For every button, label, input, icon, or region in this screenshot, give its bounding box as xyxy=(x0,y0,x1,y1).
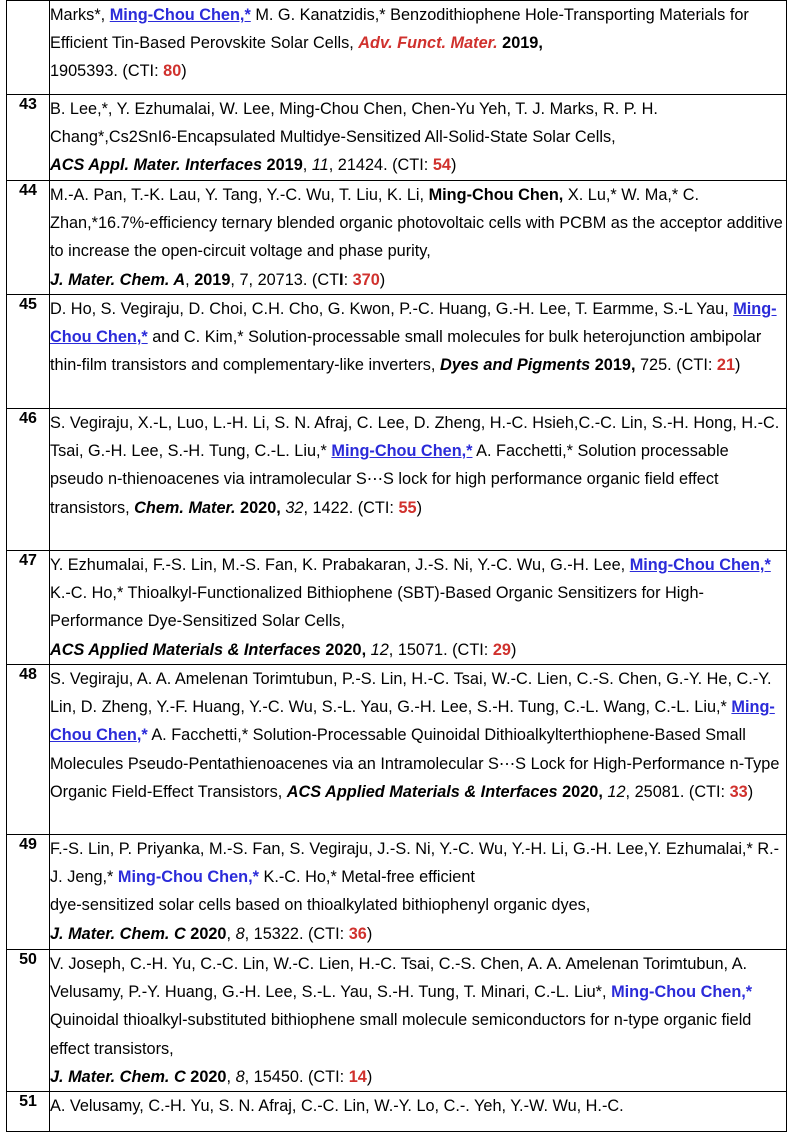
journal-name: Chem. Mater. xyxy=(134,498,236,517)
publication-citation xyxy=(50,835,787,950)
journal-name: ACS Applied Materials & Interfaces xyxy=(50,640,321,659)
citation-text: A. Facchetti,* Solution-Processable Quinoidal Dithioalkylterthiophene-Based Small Molecules Pseudo-Pentathienoacenes via an Intramolecular S⋯S Lock for High-Performance n-Type Organic Field-Effect Transistors, xyxy=(50,726,784,801)
citation-text: 2020, xyxy=(325,640,367,659)
citation-text: , 1422. (CTI: xyxy=(303,498,399,517)
citation-text: 32 xyxy=(285,498,304,517)
citation-text: S. Vegiraju, X.-L, Luo, L.-H. Li, S. N. Afraj, C. Lee, D. Zheng, H.-C. Hsieh,C.-C. Lin, S.-H. Hong, H.-C. Tsai, G.-H. Lee, S.-H. Tung, C.-L. Liu,* xyxy=(50,414,784,461)
cti-value: 33 xyxy=(729,782,748,801)
journal-name: ACS Appl. Mater. Interfaces xyxy=(50,156,263,175)
publication-row xyxy=(7,835,787,950)
publication-row xyxy=(7,551,787,665)
citation-text: ) xyxy=(416,498,422,517)
citation-text: , 21424. (CTI: xyxy=(328,156,433,175)
publication-citation xyxy=(50,95,787,181)
citation-text: 2020 xyxy=(190,924,227,943)
journal-name: Dyes and Pigments xyxy=(439,356,591,375)
citation-text: M. G. Kanatzidis,* Benzodithiophene Hole-Transporting Materials for Efficient Tin-Based Perovskite Solar Cells, xyxy=(50,6,754,53)
publication-citation xyxy=(50,950,787,1092)
cti-value: 14 xyxy=(348,1067,367,1086)
citation-text: I xyxy=(339,270,344,289)
publication-row xyxy=(7,950,787,1092)
cti-value: 21 xyxy=(716,356,736,375)
publication-row xyxy=(7,1092,787,1132)
author-highlight: Ming-Chou Chen,* xyxy=(109,6,251,24)
citation-text: M.-A. Pan, T.-K. Lau, Y. Tang, Y.-C. Wu, T. Liu, K. Li, xyxy=(50,186,429,204)
citation-text: Ming-Chou Chen, xyxy=(428,186,564,204)
publication-citation xyxy=(50,665,787,835)
publication-row xyxy=(7,409,787,551)
citation-text: 8 xyxy=(235,924,245,943)
publication-number: 51 xyxy=(7,1092,50,1132)
journal-name: ACS Applied Materials & Interfaces xyxy=(286,782,558,801)
publication-table-body xyxy=(7,1,787,1132)
publication-number: 48 xyxy=(7,665,50,835)
publication-number: 49 xyxy=(7,835,50,950)
citation-text: S. Vegiraju, A. A. Amelenan Torimtubun, P.-S. Lin, H.-C. Tsai, W.-C. Lien, C.-S. Chen, G.-Y. He, C.-Y. Lin, D. Zheng, Y.-F. Huang, Y.-C. Wu, S.-L. Yau, G.-H. Lee, S.-H. Tung, C.-L. Wang, C.-L. Liu,* xyxy=(50,670,777,717)
citation-text: B. Lee,*, Y. Ezhumalai, W. Lee, Ming-Chou Chen, Chen-Yu Yeh, T. J. Marks, R. P. H. Chang*,Cs2SnI6-Encapsulated Multidye-Sensitized All-Solid-State Solar Cells, xyxy=(50,100,658,147)
publication-row xyxy=(7,665,787,835)
citation-text: Quinoidal thioalkyl-substituted bithiophene small molecule semiconductors for n-type organic field effect transistors, xyxy=(50,1011,752,1058)
author-highlight: Ming-Chou Chen xyxy=(50,698,775,745)
citation-text: , 15071. (CTI: xyxy=(388,640,493,659)
citation-text: 2019, xyxy=(502,34,543,53)
citation-text: X. Lu,* W. Ma,* C. Zhan,*16.7%-efficiency ternary blended organic photovoltaic cells with PCBM as the acceptor additive to increase the open-circuit voltage and phase purity, xyxy=(50,186,783,261)
citation-text: , 25081. (CTI: xyxy=(625,782,730,801)
publication-citation xyxy=(50,1092,787,1132)
citation-text: 2019 xyxy=(194,270,231,289)
publication-number: 50 xyxy=(7,950,50,1092)
publication-row xyxy=(7,95,787,181)
citation-text: , xyxy=(226,924,236,943)
citation-text: 2019, xyxy=(594,356,640,375)
citation-text: A. Facchetti,* Solution processable pseudo n-thienoacenes via intramolecular S⋯S lock for high performance organic field effect transistors, xyxy=(50,442,734,517)
publication-citation xyxy=(50,181,787,295)
citation-text: : xyxy=(343,270,353,289)
citation-text: ) xyxy=(747,782,754,801)
citation-text: K.-C. Ho,* Metal-free efficient dye-sensitized solar cells based on thioalkylated bithiophenyl organic dyes, xyxy=(50,868,591,915)
author-highlight: Ming-Chou Chen,* xyxy=(611,983,753,1002)
journal-name: Adv. Funct. Mater. xyxy=(358,34,498,53)
citation-text: , xyxy=(185,270,195,289)
publication-row xyxy=(7,295,787,409)
publication-citation xyxy=(50,1,787,95)
citation-text: 2020, xyxy=(240,498,281,517)
citation-text: 12 xyxy=(607,782,626,801)
journal-name: J. Mater. Chem. C xyxy=(50,924,186,943)
citation-text: ) xyxy=(366,1067,373,1086)
publication-citation xyxy=(50,551,787,665)
citation-text: K.-C. Ho,* Thioalkyl-Functionalized Bithiophene (SBT)-Based Organic Sensitizers for High-Performance Dye-Sensitized Solar Cells, xyxy=(50,584,704,631)
citation-text: ) xyxy=(450,156,457,175)
publication-row xyxy=(7,181,787,295)
publication-citation xyxy=(50,295,787,409)
citation-text: 8 xyxy=(235,1067,245,1086)
citation-text: , 15322. (CTI: xyxy=(244,924,349,943)
citation-text: 1905393. (CTI: xyxy=(50,62,159,81)
citation-text: ) xyxy=(181,62,187,81)
journal-name: J. Mater. Chem. C xyxy=(50,1067,186,1086)
author-highlight: Ming-Chou Chen,* xyxy=(331,442,473,461)
citation-text: A. Velusamy, C.-H. Yu, S. N. Afraj, C.-C. Lin, W.-Y. Lo, C.-. Yeh, Y.-W. Wu, H.-C. xyxy=(50,1097,624,1116)
cti-value: 55 xyxy=(398,498,417,517)
citation-text: D. Ho, S. Vegiraju, D. Choi, C.H. Cho, G. Kwon, P.-C. Huang, G.-H. Lee, T. Earmme, S.-L Yau, xyxy=(50,300,734,318)
publication-number: 47 xyxy=(7,551,50,665)
citation-text: 725. (CTI: xyxy=(640,356,717,375)
author-highlight: Ming-Chou Chen,* xyxy=(117,868,259,887)
citation-text: ) xyxy=(510,640,517,659)
author-highlight: Ming-Chou Chen,* xyxy=(629,556,771,574)
citation-text: V. Joseph, C.-H. Yu, C.-C. Lin, W.-C. Lien, H.-C. Tsai, C.-S. Chen, A. A. Amelenan Torimtubun, A. Velusamy, P.-Y. Huang, G.-H. Lee, S.-L. Yau, S.-H. Tung, T. Minari, C.-L. Liu*, xyxy=(50,955,752,1002)
author-highlight: Ming-Chou Chen,* xyxy=(50,300,777,347)
citation-text: Marks*, xyxy=(50,6,110,24)
publication-number: 45 xyxy=(7,295,50,409)
citation-text: ) xyxy=(379,270,386,289)
citation-text: , 15450. (CTI: xyxy=(244,1067,349,1086)
citation-text: , xyxy=(302,156,312,175)
citation-text: 12 xyxy=(370,640,389,659)
publication-number xyxy=(7,1,50,95)
citation-text: 2020, xyxy=(562,782,603,801)
publication-number: 46 xyxy=(7,409,50,551)
citation-text: F.-S. Lin, P. Priyanka, M.-S. Fan, S. Vegiraju, J.-S. Ni, Y.-C. Wu, Y.-H. Li, G.-H. Lee,Y. Ezhumalai,* R.-J. Jeng,* xyxy=(50,840,780,887)
citation-text: and C. Kim,* Solution-processable small molecules for bulk heterojunction ambipolar thin-film transistors and complementary-like inverters, xyxy=(50,328,766,375)
journal-name: J. Mater. Chem. A xyxy=(50,270,186,289)
citation-text: 2019 xyxy=(266,156,303,175)
cti-value: 80 xyxy=(163,62,182,81)
cti-value: 370 xyxy=(352,270,380,289)
cti-value: 54 xyxy=(432,156,451,175)
author-highlight: ,* xyxy=(136,726,148,745)
citation-text: 2020 xyxy=(190,1067,227,1086)
cti-value: 29 xyxy=(492,640,511,659)
citation-text: ) xyxy=(366,924,373,943)
publication-table xyxy=(6,0,787,1132)
citation-text: , xyxy=(226,1067,236,1086)
publication-number: 44 xyxy=(7,181,50,295)
publication-row xyxy=(7,1,787,95)
publication-number: 43 xyxy=(7,95,50,181)
cti-value: 36 xyxy=(348,924,367,943)
publication-citation xyxy=(50,409,787,551)
citation-text: , 7, 20713. (CT xyxy=(230,270,340,289)
citation-text: ) xyxy=(735,356,741,375)
citation-text: Y. Ezhumalai, F.-S. Lin, M.-S. Fan, K. Prabakaran, J.-S. Ni, Y.-C. Wu, G.-H. Lee, xyxy=(50,556,630,574)
citation-text: 11 xyxy=(311,156,329,175)
